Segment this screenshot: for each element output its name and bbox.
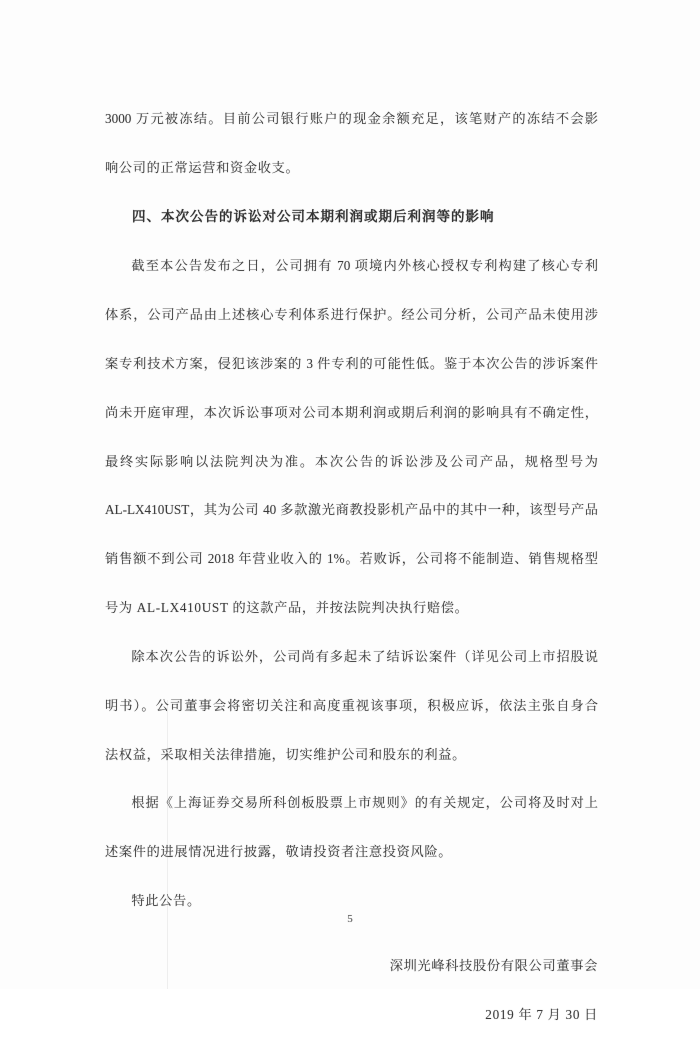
- body-line: 3000 万元被冻结。目前公司银行账户的现金余额充足，该笔财产的冻结不会影: [105, 111, 598, 127]
- signature-date: 2019 年 7 月 30 日: [485, 1006, 598, 1022]
- page-number: 5: [347, 913, 353, 925]
- body-line: 销售额不到公司 2018 年营业收入的 1%。若败诉，公司将不能制造、销售规格型: [105, 551, 598, 567]
- body-line: 除本次公告的诉讼外，公司尚有多起未了结诉讼案件（详见公司上市招股说: [131, 648, 598, 664]
- body-line: AL-LX410UST，其为公司 40 多款激光商教投影机产品中的其中一种，该型号产品: [105, 502, 598, 518]
- body-line: 响公司的正常运营和资金收支。: [105, 160, 300, 176]
- body-line: 号为 AL-LX410UST 的这款产品，并按法院判决执行赔偿。: [105, 600, 469, 616]
- body-line: 法权益，采取相关法律措施，切实维护公司和股东的利益。: [105, 746, 467, 762]
- body-line: 述案件的进展情况进行披露，敬请投资者注意投资风险。: [105, 844, 453, 860]
- body-line: 尚未开庭审理，本次诉讼事项对公司本期利润或期后利润的影响具有不确定性，: [105, 404, 598, 420]
- signature-block: [105, 948, 598, 1032]
- closing-line: 特此公告。: [131, 893, 201, 909]
- body-line: 案专利技术方案，侵犯该涉案的 3 件专利的可能性低。鉴于本次公告的涉诉案件: [105, 355, 598, 371]
- body-line: 最终实际影响以法院判决为准。本次公告的诉讼涉及公司产品，规格型号为: [105, 453, 598, 469]
- body-line: 截至本公告发布之日，公司拥有 70 项境内外核心授权专利构建了核心专利: [131, 258, 598, 274]
- body-line: 明书）。公司董事会将密切关注和高度重视该事项，积极应诉，依法主张自身合: [105, 697, 598, 713]
- document-body: [105, 88, 598, 1045]
- body-line: 体系，公司产品由上述核心专利体系进行保护。经公司分析，公司产品未使用涉: [105, 307, 598, 323]
- body-line: 根据《上海证券交易所科创板股票上市规则》的有关规定，公司将及时对上: [131, 795, 598, 811]
- signature-company: 深圳光峰科技股份有限公司董事会: [389, 957, 598, 973]
- section-heading: 四、本次公告的诉讼对公司本期利润或期后利润等的影响: [132, 209, 495, 225]
